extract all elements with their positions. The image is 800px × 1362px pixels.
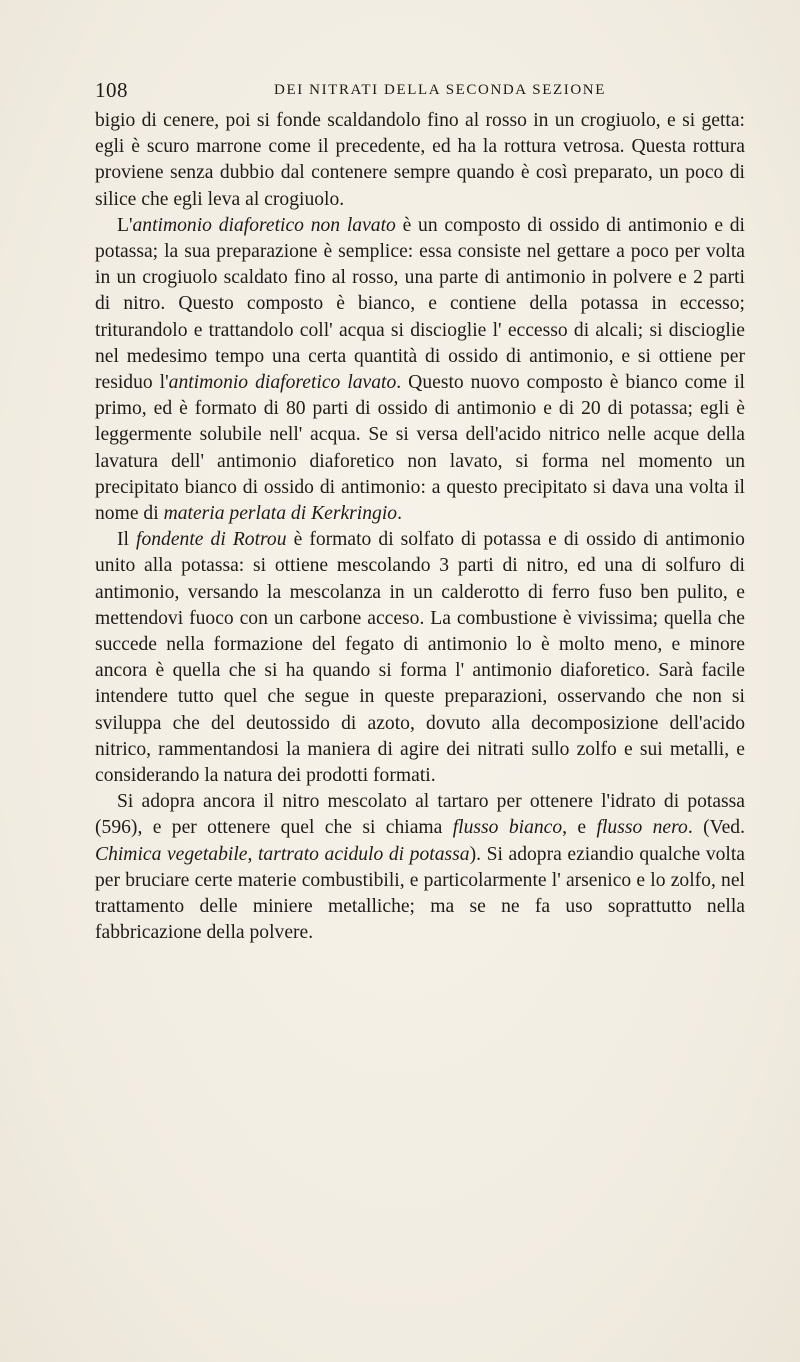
text-run: . (Ved. (687, 817, 745, 839)
italic-term: antimonio diaforetico lavato (168, 372, 397, 394)
text-run: Si adopra ancora il nitro mescolato al tartaro per ottenere l'idrato di potassa (596), e per ottenere quel che si chiama (95, 791, 745, 839)
text-run: Il (117, 529, 137, 551)
page-header (95, 78, 745, 104)
running-head: DEI NITRATI DELLA SECONDA SEZIONE (274, 82, 606, 98)
italic-term: materia perlata di Kerkringio (163, 503, 398, 525)
text-run: è formato di solfato di potassa e di ossido di antimonio unito alla potassa: si ottiene mescolando 3 parti di nitro, ed una di solfuro di antimonio, versando la mescolanza in un calderotto di ferro fuso ben pulito, e mettendovi fuoco con un carbone acceso. La combustione è vivissima; quella che succede nella formazione del fegato di antimonio lo è molto meno, e minore ancora è quella che si ha quando si forma l' antimonio diaforetico. Sarà facile intendere tutto quel che segue in queste preparazioni, osservando che non si sviluppa che del deutossido di azoto, dovuto alla decomposizione dell'acido nitrico, rammentandosi la maniera di agire dei nitrati sullo zolfo e sui metalli, e considerando la natura dei prodotti formati. (95, 529, 745, 787)
paragraph-fondente-di-rotrou (95, 527, 745, 789)
text-run: . Questo nuovo composto è bianco come il primo, ed è formato di 80 parti di ossido di antimonio e di 20 di potassa; egli è leggermente solubile nell' acqua. Se si versa dell'acido nitrico nelle acque della lavatura dell' antimonio diaforetico non lavato, si forma nel momento un precipitato bianco di ossido di antimonio: a questo precipitato si dava una volta il nome di (95, 372, 745, 525)
text-run: , (247, 843, 258, 865)
text-run: . (397, 503, 402, 525)
paragraph-uses-of-nitro (95, 789, 745, 946)
italic-term: tartrato acidulo di potassa (257, 843, 470, 865)
text-run: ). Si adopra eziandio qualche volta per bruciare certe materie combustibili, e particolarmente l' arsenico e lo zolfo, nel trattamento delle miniere metalliche; ma se ne fa uso soprattutto nella fabbricazione della polvere. (95, 843, 746, 944)
italic-term: Chimica vegetabile (95, 843, 248, 865)
text-run: L' (117, 214, 133, 236)
paragraph-continuation (95, 108, 745, 213)
text-run: bigio di cenere, poi si fonde scaldandolo fino al rosso in un crogiuolo, e si getta: egli è scuro marrone come il precedente, ed ha la rottura vetrosa. Questa rottura proviene senza dubbio dal contenere sempre quando è così preparato, un poco di silice che egli leva al crogiuolo. (95, 110, 745, 210)
body-text (95, 108, 745, 947)
page-number: 108 (95, 78, 128, 102)
italic-term: fondente di Rotrou (136, 529, 287, 551)
italic-term: antimonio diaforetico non lavato (132, 214, 396, 236)
italic-term: flusso nero (596, 817, 688, 839)
text-run: è un composto di ossido di antimonio e di potassa; la sua preparazione è semplice: essa consiste nel gettare a poco per volta in un crogiuolo scaldato fino al rosso, una parte di antimonio in polvere e 2 parti di nitro. Questo composto è bianco, e contiene della potassa in eccesso; triturandolo e trattandolo coll' acqua si discioglie l' eccesso di alcali; si discioglie nel medesimo tempo una certa quantità di ossido di antimonio, e si ottiene per residuo l' (95, 214, 745, 394)
text-run: , e (562, 817, 597, 839)
paragraph-antimonio-diaforetico (95, 213, 745, 527)
italic-term: flusso bianco (452, 817, 563, 839)
